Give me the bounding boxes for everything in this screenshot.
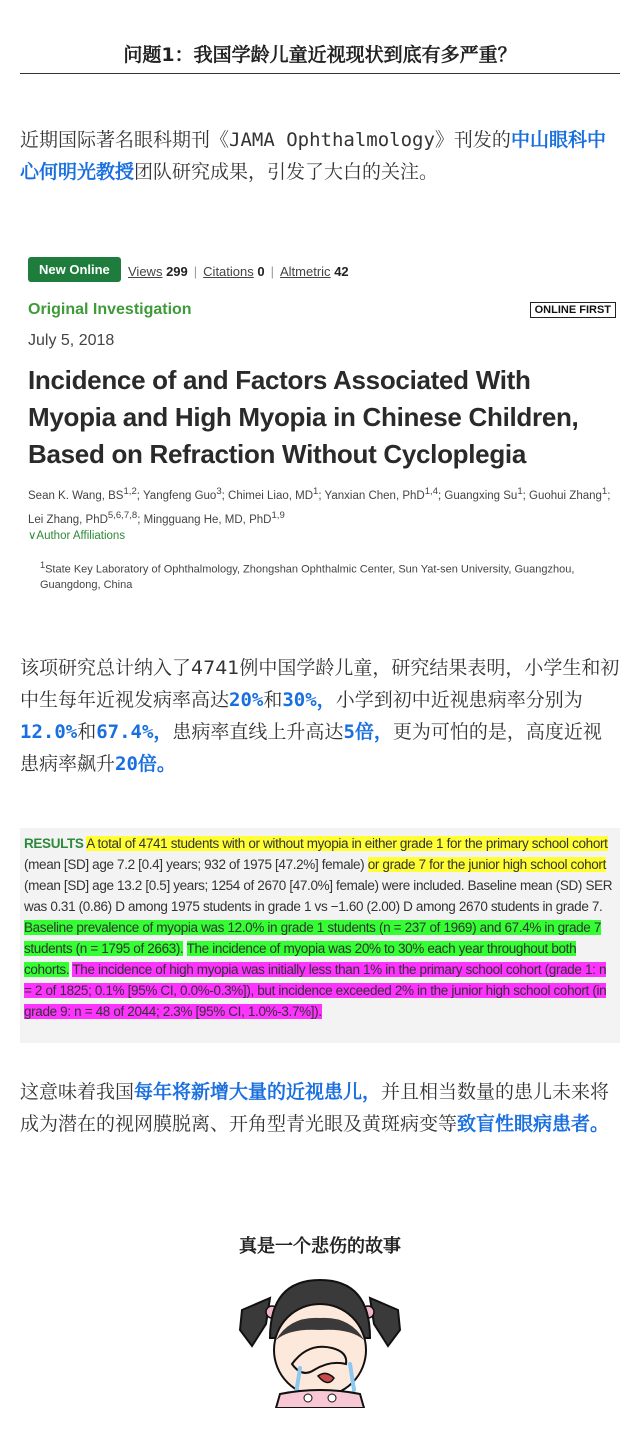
author-name: Lei Zhang, PhD — [28, 513, 108, 526]
author-sup: 1 — [517, 486, 523, 497]
findings-text: 该项研究总计纳入了 — [20, 657, 192, 679]
findings-text: 例中国学龄儿童，研究结果表明，小学生和初中生每年近视发病率高达 — [20, 657, 620, 711]
article-section-label: Original Investigation — [28, 301, 192, 318]
conclusion-text: 这意味着我国 — [20, 1081, 135, 1103]
conclusion-highlight: 致盲性眼病患者。 — [457, 1113, 610, 1135]
highlight-yellow-text: or grade 7 for the junior high school cohort — [367, 857, 606, 872]
author-name: Guangxing Su — [444, 489, 518, 502]
article-title: Incidence of and Factors Associated With Myopia and High Myopia in Chinese Children, Based on Refraction Without Cycloplegia — [28, 365, 579, 469]
highlight-green-text: Baseline prevalence of myopia was 12.0% in grade 1 students (n = 237 of 1969) and 67.4% in grade 7 students (n = 1795 of 2663). — [24, 920, 601, 956]
author[interactable] — [142, 486, 222, 502]
author-sup: 1,4 — [424, 486, 439, 497]
author-name: Mingguang He, MD, PhD — [143, 513, 272, 526]
author-sup: 1,9 — [271, 509, 285, 521]
author-name: Sean K. Wang, BS — [28, 489, 124, 502]
author-name: Chimei Liao, MD — [228, 489, 314, 502]
incidence-primary: 20% — [229, 689, 264, 711]
author[interactable] — [529, 486, 608, 502]
views-count: 299 — [166, 264, 188, 279]
prevalence-increase: 5倍， — [343, 721, 393, 743]
altmetric-count: 42 — [334, 264, 349, 279]
results-text: (mean [SD] age 7.2 [0.4] years; 932 of 1975 [47.2%] female) — [24, 857, 368, 872]
affiliation-detail — [40, 558, 618, 593]
author-name: Yanxian Chen, PhD — [324, 489, 425, 502]
crying-girl-illustration — [230, 1268, 410, 1408]
results-text: (mean [SD] age 13.2 [0.5] years; 1254 of 2670 [47.0%] female) were included. Baseline mean (SD) SER was 0.31 (0.86) D among 1975 students in grade 1 vs −1.60 (2.00) D among 2670 students in grade 7. — [24, 878, 613, 914]
altmetric-metric[interactable] — [280, 264, 349, 279]
metric-separator: | — [270, 264, 274, 279]
highlight-magenta-text: The incidence of high myopia was initially less than 1% in the primary school cohort (grade 1: n = 2 of 1825; 0.1% [95% CI, 0.0%-0.3%]), but incidence exceeded 2% in the junior high school cohort (in grade 9: n = 48 of 2044; 2.3% [95% CI, 1.0%-3.7%]). — [24, 962, 607, 1019]
conclusion-paragraph — [20, 1076, 620, 1140]
findings-text: 和 — [77, 721, 97, 743]
affiliation-sup: 1 — [40, 560, 46, 570]
author[interactable] — [444, 486, 523, 502]
citations-metric[interactable] — [203, 264, 264, 279]
cartoon-caption: 真是一个悲伤的故事 — [239, 1236, 401, 1257]
findings-text: 小学到初中近视患病率分别为 — [335, 689, 583, 711]
article-date: July 5, 2018 — [28, 332, 115, 349]
journal-name: JAMA Ophthalmology — [229, 129, 435, 151]
author-sup: 3 — [216, 486, 222, 497]
highlight-green-text: The incidence of myopia was 20% to 30% each year throughout both cohorts. — [24, 941, 577, 977]
author-name: Yangfeng Guo — [142, 489, 217, 502]
intro-text-1: 近期国际著名眼科期刊《 — [20, 129, 230, 151]
high-myopia-increase: 20倍。 — [115, 753, 176, 775]
author[interactable] — [143, 509, 285, 526]
findings-paragraph — [20, 652, 620, 780]
citations-label: Citations — [203, 264, 254, 279]
results-excerpt — [20, 828, 620, 1043]
affiliation-text: State Key Laboratory of Ophthalmology, Zhongshan Ophthalmic Center, Sun Yat-sen University, Guangzhou, Guangdong, China — [40, 563, 575, 591]
new-online-badge: New Online — [28, 257, 121, 282]
conclusion-text: 并且相当数量的患儿未来将成为潜在的视网膜脱离、开角型青光眼及黄斑病变等 — [20, 1081, 610, 1135]
results-label: RESULTS — [24, 836, 84, 851]
section-heading: 问题1：我国学龄儿童近视现状到底有多严重？ — [20, 40, 620, 74]
prevalence-junior: 67.4%， — [96, 721, 173, 743]
findings-text: 患病率直线上升高达 — [172, 721, 344, 743]
author-sup: 1 — [313, 486, 319, 497]
author[interactable] — [28, 486, 137, 502]
metric-separator: | — [193, 264, 198, 279]
author-sup: 1 — [601, 486, 608, 497]
prevalence-primary: 12.0% — [20, 721, 78, 743]
author-sup: 1,2 — [123, 486, 137, 497]
online-first-badge: ONLINE FIRST — [530, 302, 616, 318]
author-name: Guohui Zhang — [529, 489, 602, 502]
author-affiliations-label: Author Affiliations — [36, 530, 126, 542]
views-metric[interactable] — [128, 264, 188, 279]
author[interactable] — [28, 509, 138, 526]
incidence-junior: 30%， — [282, 689, 336, 711]
intro-paragraph — [20, 124, 620, 188]
conclusion-highlight: 每年将新增大量的近视患儿， — [134, 1081, 382, 1103]
views-label: Views — [128, 264, 163, 279]
chevron-down-icon: ∨ — [28, 530, 37, 542]
article-metrics — [128, 264, 349, 279]
intro-text-3: 团队研究成果，引发了大白的关注。 — [134, 161, 439, 183]
altmetric-label: Altmetric — [280, 264, 331, 279]
journal-article-screenshot — [20, 245, 620, 595]
findings-text: 和 — [263, 689, 283, 711]
author[interactable] — [324, 486, 439, 502]
citations-count: 0 — [257, 264, 265, 279]
author-sup: 5,6,7,8 — [107, 509, 138, 521]
author-list: Sean K. Wang, BS$^{1,2}$; Yangfeng Guo$^3$; Chimei Liao, $MD^1$; Yanxian Chen, PhD$^{1,4}$; Guangxing Su$^1$; Guohui Zhang$^1$; Lei Zhang, PhD$^{5,6,7,8}$; Mingguang He, MD, PhD$^{1,9}$ — [28, 486, 611, 526]
author-affiliations-toggle[interactable] — [28, 528, 125, 542]
intro-text-2: 》刊发的 — [434, 129, 511, 151]
intro-highlight: 中山眼科中心何明光教授 — [20, 129, 606, 183]
highlight-yellow-text: A total of 4741 students with or without myopia in either grade 1 for the primary school cohort — [86, 836, 608, 851]
findings-text: 更为可怕的是，高度近视患病率飙升 — [20, 721, 602, 775]
author[interactable] — [228, 486, 319, 502]
sample-size: 4741 — [191, 657, 240, 679]
